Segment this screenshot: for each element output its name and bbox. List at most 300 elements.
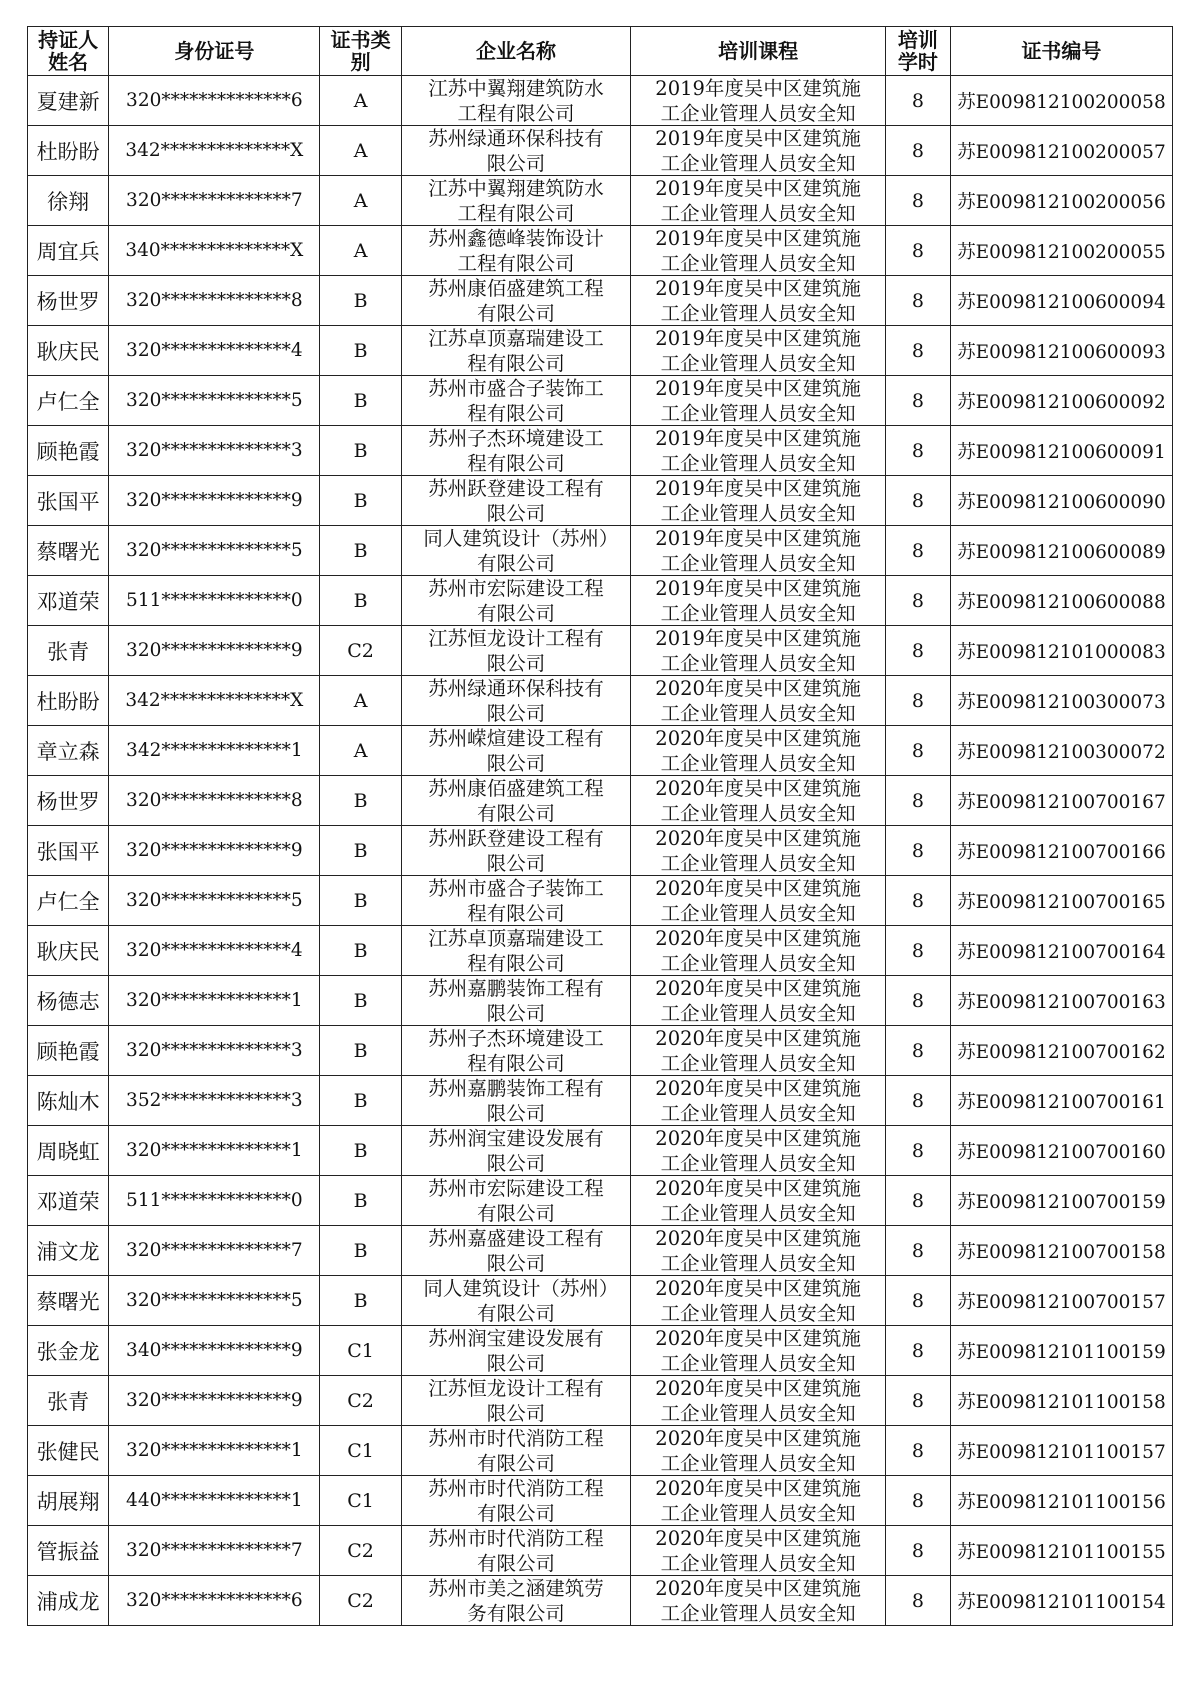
training-course-cell	[631, 1126, 886, 1176]
company-name-cell	[401, 626, 631, 676]
company-name-cell	[401, 826, 631, 876]
certificate-number-cell: 苏E009812100200057	[950, 126, 1172, 176]
header-holder-name: 持证人姓名	[28, 27, 109, 76]
certificate-number-cell: 苏E009812100600090	[950, 476, 1172, 526]
holder-name-cell: 浦成龙	[28, 1576, 109, 1626]
company-name-cell	[401, 176, 631, 226]
certificate-category-cell: B	[320, 1226, 401, 1276]
id-number-cell: 342**************1	[109, 726, 320, 776]
certificate-category-cell: C1	[320, 1426, 401, 1476]
training-course-cell	[631, 426, 886, 476]
training-course-cell	[631, 1226, 886, 1276]
certificate-category-cell: B	[320, 426, 401, 476]
holder-name-cell: 杨世罗	[28, 276, 109, 326]
header-training-course: 培训课程	[631, 27, 886, 76]
certificate-number-cell: 苏E009812100700164	[950, 926, 1172, 976]
company-name-cell-text: 苏州嘉鹏装饰工程有限公司	[428, 977, 604, 1025]
training-course-cell-text: 2019年度吴中区建筑施工企业管理人员安全知	[655, 577, 861, 625]
id-number-cell: 320**************6	[109, 1576, 320, 1626]
company-name-cell-text: 苏州市宏际建设工程有限公司	[428, 1177, 604, 1225]
company-name-cell-text: 江苏中翼翔建筑防水工程有限公司	[428, 177, 604, 225]
training-hours-cell: 8	[885, 426, 950, 476]
training-course-cell	[631, 476, 886, 526]
training-course-cell-text: 2019年度吴中区建筑施工企业管理人员安全知	[655, 327, 861, 375]
roster-body	[28, 76, 1173, 1626]
training-course-cell-text: 2019年度吴中区建筑施工企业管理人员安全知	[655, 227, 861, 275]
certificate-number-cell: 苏E009812100300072	[950, 726, 1172, 776]
certificate-category-cell: B	[320, 776, 401, 826]
holder-name-cell: 邓道荣	[28, 576, 109, 626]
training-hours-cell: 8	[885, 676, 950, 726]
company-name-cell	[401, 1026, 631, 1076]
training-course-cell-text: 2020年度吴中区建筑施工企业管理人员安全知	[655, 977, 861, 1025]
company-name-cell	[401, 1576, 631, 1626]
certificate-category-cell: C2	[320, 1576, 401, 1626]
training-course-cell	[631, 1076, 886, 1126]
table-row	[28, 1526, 1173, 1576]
table-row	[28, 826, 1173, 876]
certificate-number-cell: 苏E009812100600089	[950, 526, 1172, 576]
certificate-category-cell: B	[320, 976, 401, 1026]
training-course-cell-text: 2020年度吴中区建筑施工企业管理人员安全知	[655, 1427, 861, 1475]
holder-name-cell: 蔡曙光	[28, 1276, 109, 1326]
id-number-cell: 320**************5	[109, 526, 320, 576]
company-name-cell-text: 苏州子杰环境建设工程有限公司	[428, 1027, 604, 1075]
table-row	[28, 326, 1173, 376]
certificate-category-cell: C2	[320, 1526, 401, 1576]
certificate-category-cell: B	[320, 576, 401, 626]
training-course-cell-text: 2020年度吴中区建筑施工企业管理人员安全知	[655, 727, 861, 775]
training-course-cell-text: 2020年度吴中区建筑施工企业管理人员安全知	[655, 1027, 861, 1075]
training-hours-cell: 8	[885, 1176, 950, 1226]
holder-name-cell: 浦文龙	[28, 1226, 109, 1276]
table-row	[28, 576, 1173, 626]
company-name-cell-text: 苏州鑫德峰装饰设计工程有限公司	[428, 227, 604, 275]
certificate-number-cell: 苏E009812100700161	[950, 1076, 1172, 1126]
company-name-cell-text: 苏州康佰盛建筑工程有限公司	[428, 277, 604, 325]
training-hours-cell: 8	[885, 76, 950, 126]
certificate-number-cell: 苏E009812100600092	[950, 376, 1172, 426]
company-name-cell-text: 苏州绿通环保科技有限公司	[428, 677, 604, 725]
table-row	[28, 976, 1173, 1026]
training-course-cell-text: 2019年度吴中区建筑施工企业管理人员安全知	[655, 477, 861, 525]
holder-name-cell: 张国平	[28, 476, 109, 526]
training-hours-cell: 8	[885, 1376, 950, 1426]
holder-name-cell: 张国平	[28, 826, 109, 876]
training-course-cell	[631, 1276, 886, 1326]
training-course-cell-text: 2020年度吴中区建筑施工企业管理人员安全知	[655, 1527, 861, 1575]
training-hours-cell: 8	[885, 576, 950, 626]
table-row	[28, 526, 1173, 576]
company-name-cell	[401, 276, 631, 326]
certificate-number-cell: 苏E009812101100154	[950, 1576, 1172, 1626]
certificate-category-cell: B	[320, 1126, 401, 1176]
certificate-category-cell: C2	[320, 626, 401, 676]
training-course-cell	[631, 926, 886, 976]
certificate-number-cell: 苏E009812100700166	[950, 826, 1172, 876]
certificate-category-cell: B	[320, 1076, 401, 1126]
holder-name-cell: 杨世罗	[28, 776, 109, 826]
holder-name-cell: 蔡曙光	[28, 526, 109, 576]
training-hours-cell: 8	[885, 776, 950, 826]
company-name-cell	[401, 426, 631, 476]
company-name-cell	[401, 1126, 631, 1176]
company-name-cell	[401, 726, 631, 776]
company-name-cell-text: 江苏恒龙设计工程有限公司	[428, 627, 604, 675]
id-number-cell: 320**************9	[109, 826, 320, 876]
id-number-cell: 320**************7	[109, 1526, 320, 1576]
certificate-number-cell: 苏E009812100700159	[950, 1176, 1172, 1226]
certificate-number-cell: 苏E009812101100156	[950, 1476, 1172, 1526]
certificate-number-cell: 苏E009812100700162	[950, 1026, 1172, 1076]
company-name-cell	[401, 1326, 631, 1376]
training-course-cell-text: 2019年度吴中区建筑施工企业管理人员安全知	[655, 427, 861, 475]
training-course-cell-text: 2020年度吴中区建筑施工企业管理人员安全知	[655, 777, 861, 825]
training-hours-cell: 8	[885, 976, 950, 1026]
training-course-cell	[631, 1426, 886, 1476]
certificate-roster-table	[27, 26, 1173, 1626]
company-name-cell-text: 苏州市美之涵建筑劳务有限公司	[428, 1577, 604, 1625]
certificate-category-cell: A	[320, 76, 401, 126]
certificate-number-cell: 苏E009812101100155	[950, 1526, 1172, 1576]
table-row	[28, 1476, 1173, 1526]
training-hours-cell: 8	[885, 876, 950, 926]
table-row	[28, 1276, 1173, 1326]
certificate-category-cell: C1	[320, 1476, 401, 1526]
id-number-cell: 352**************3	[109, 1076, 320, 1126]
id-number-cell: 340**************X	[109, 226, 320, 276]
id-number-cell: 320**************8	[109, 776, 320, 826]
holder-name-cell: 杜盼盼	[28, 676, 109, 726]
certificate-number-cell: 苏E009812100200056	[950, 176, 1172, 226]
training-hours-cell: 8	[885, 1276, 950, 1326]
table-row	[28, 876, 1173, 926]
company-name-cell	[401, 676, 631, 726]
training-course-cell-text: 2020年度吴中区建筑施工企业管理人员安全知	[655, 677, 861, 725]
training-course-cell	[631, 626, 886, 676]
certificate-category-cell: B	[320, 376, 401, 426]
table-row	[28, 1376, 1173, 1426]
company-name-cell-text: 江苏卓顶嘉瑞建设工程有限公司	[428, 927, 604, 975]
holder-name-cell: 章立森	[28, 726, 109, 776]
training-course-cell-text: 2020年度吴中区建筑施工企业管理人员安全知	[655, 1127, 861, 1175]
training-course-cell	[631, 826, 886, 876]
company-name-cell-text: 苏州市盛合子装饰工程有限公司	[428, 377, 604, 425]
id-number-cell: 320**************4	[109, 926, 320, 976]
holder-name-cell: 徐翔	[28, 176, 109, 226]
certificate-number-cell: 苏E009812100600088	[950, 576, 1172, 626]
company-name-cell-text: 江苏中翼翔建筑防水工程有限公司	[428, 77, 604, 125]
training-hours-cell: 8	[885, 1126, 950, 1176]
header-company-name: 企业名称	[401, 27, 631, 76]
holder-name-cell: 邓道荣	[28, 1176, 109, 1226]
table-row	[28, 926, 1173, 976]
holder-name-cell: 顾艳霞	[28, 1026, 109, 1076]
holder-name-cell: 耿庆民	[28, 326, 109, 376]
training-hours-cell: 8	[885, 126, 950, 176]
training-hours-cell: 8	[885, 1426, 950, 1476]
certificate-number-cell: 苏E009812101100157	[950, 1426, 1172, 1476]
certificate-category-cell: A	[320, 676, 401, 726]
table-row	[28, 1226, 1173, 1276]
training-course-cell	[631, 226, 886, 276]
certificate-category-cell: A	[320, 126, 401, 176]
holder-name-cell: 张青	[28, 626, 109, 676]
training-hours-cell: 8	[885, 926, 950, 976]
training-hours-cell: 8	[885, 476, 950, 526]
company-name-cell-text: 苏州市时代消防工程有限公司	[428, 1527, 604, 1575]
training-hours-cell: 8	[885, 826, 950, 876]
company-name-cell	[401, 776, 631, 826]
certificate-number-cell: 苏E009812100600093	[950, 326, 1172, 376]
certificate-category-cell: B	[320, 526, 401, 576]
id-number-cell: 320**************5	[109, 876, 320, 926]
company-name-cell-text: 苏州市时代消防工程有限公司	[428, 1477, 604, 1525]
table-row	[28, 1426, 1173, 1476]
training-hours-cell: 8	[885, 626, 950, 676]
holder-name-cell: 周宜兵	[28, 226, 109, 276]
training-course-cell	[631, 126, 886, 176]
training-hours-cell: 8	[885, 1226, 950, 1276]
holder-name-cell: 周晓虹	[28, 1126, 109, 1176]
training-course-cell	[631, 876, 886, 926]
id-number-cell: 511**************0	[109, 1176, 320, 1226]
training-course-cell-text: 2020年度吴中区建筑施工企业管理人员安全知	[655, 1577, 861, 1625]
training-course-cell	[631, 976, 886, 1026]
company-name-cell-text: 苏州润宝建设发展有限公司	[428, 1327, 604, 1375]
company-name-cell	[401, 1526, 631, 1576]
company-name-cell-text: 苏州嘉鹏装饰工程有限公司	[428, 1077, 604, 1125]
company-name-cell	[401, 1076, 631, 1126]
id-number-cell: 320**************7	[109, 1226, 320, 1276]
training-course-cell-text: 2019年度吴中区建筑施工企业管理人员安全知	[655, 527, 861, 575]
certificate-number-cell: 苏E009812100200058	[950, 76, 1172, 126]
table-row	[28, 1126, 1173, 1176]
table-row	[28, 426, 1173, 476]
certificate-number-cell: 苏E009812100700160	[950, 1126, 1172, 1176]
training-course-cell-text: 2020年度吴中区建筑施工企业管理人员安全知	[655, 1177, 861, 1225]
company-name-cell	[401, 526, 631, 576]
certificate-number-cell: 苏E009812100700157	[950, 1276, 1172, 1326]
id-number-cell: 320**************3	[109, 426, 320, 476]
company-name-cell	[401, 1376, 631, 1426]
company-name-cell-text: 江苏卓顶嘉瑞建设工程有限公司	[428, 327, 604, 375]
id-number-cell: 320**************1	[109, 1426, 320, 1476]
training-course-cell	[631, 276, 886, 326]
training-course-cell-text: 2020年度吴中区建筑施工企业管理人员安全知	[655, 877, 861, 925]
training-course-cell	[631, 376, 886, 426]
id-number-cell: 320**************4	[109, 326, 320, 376]
training-course-cell	[631, 1526, 886, 1576]
company-name-cell	[401, 976, 631, 1026]
holder-name-cell: 夏建新	[28, 76, 109, 126]
training-course-cell	[631, 726, 886, 776]
certificate-number-cell: 苏E009812100700163	[950, 976, 1172, 1026]
company-name-cell	[401, 226, 631, 276]
certificate-number-cell: 苏E009812100300073	[950, 676, 1172, 726]
table-row	[28, 76, 1173, 126]
id-number-cell: 320**************1	[109, 976, 320, 1026]
certificate-category-cell: B	[320, 1276, 401, 1326]
header-id-number: 身份证号	[109, 27, 320, 76]
table-row	[28, 1026, 1173, 1076]
company-name-cell	[401, 476, 631, 526]
company-name-cell-text: 江苏恒龙设计工程有限公司	[428, 1377, 604, 1425]
holder-name-cell: 顾艳霞	[28, 426, 109, 476]
training-course-cell-text: 2019年度吴中区建筑施工企业管理人员安全知	[655, 127, 861, 175]
header-certificate-category: 证书类别	[320, 27, 401, 76]
certificate-category-cell: A	[320, 226, 401, 276]
certificate-number-cell: 苏E009812100700165	[950, 876, 1172, 926]
training-course-cell-text: 2020年度吴中区建筑施工企业管理人员安全知	[655, 1477, 861, 1525]
training-hours-cell: 8	[885, 1326, 950, 1376]
holder-name-cell: 张青	[28, 1376, 109, 1426]
id-number-cell: 320**************9	[109, 476, 320, 526]
training-hours-cell: 8	[885, 1476, 950, 1526]
company-name-cell	[401, 1176, 631, 1226]
id-number-cell: 320**************5	[109, 1276, 320, 1326]
id-number-cell: 320**************9	[109, 626, 320, 676]
table-row	[28, 676, 1173, 726]
training-course-cell	[631, 176, 886, 226]
training-course-cell-text: 2020年度吴中区建筑施工企业管理人员安全知	[655, 1327, 861, 1375]
training-course-cell	[631, 1176, 886, 1226]
training-hours-cell: 8	[885, 226, 950, 276]
training-course-cell-text: 2020年度吴中区建筑施工企业管理人员安全知	[655, 1077, 861, 1125]
training-course-cell	[631, 326, 886, 376]
training-hours-cell: 8	[885, 526, 950, 576]
holder-name-cell: 卢仁全	[28, 876, 109, 926]
training-hours-cell: 8	[885, 276, 950, 326]
certificate-category-cell: B	[320, 1176, 401, 1226]
certificate-category-cell: B	[320, 876, 401, 926]
certificate-category-cell: B	[320, 1026, 401, 1076]
company-name-cell-text: 苏州跃登建设工程有限公司	[428, 827, 604, 875]
company-name-cell-text: 苏州子杰环境建设工程有限公司	[428, 427, 604, 475]
training-hours-cell: 8	[885, 1526, 950, 1576]
company-name-cell	[401, 126, 631, 176]
holder-name-cell: 卢仁全	[28, 376, 109, 426]
holder-name-cell: 胡展翔	[28, 1476, 109, 1526]
id-number-cell: 320**************5	[109, 376, 320, 426]
holder-name-cell: 杨德志	[28, 976, 109, 1026]
training-course-cell	[631, 776, 886, 826]
training-hours-cell: 8	[885, 176, 950, 226]
training-hours-cell: 8	[885, 1576, 950, 1626]
certificate-number-cell: 苏E009812100600094	[950, 276, 1172, 326]
company-name-cell	[401, 376, 631, 426]
certificate-number-cell: 苏E009812100700167	[950, 776, 1172, 826]
table-row	[28, 1576, 1173, 1626]
training-course-cell-text: 2020年度吴中区建筑施工企业管理人员安全知	[655, 1377, 861, 1425]
company-name-cell	[401, 1276, 631, 1326]
company-name-cell	[401, 1426, 631, 1476]
training-course-cell	[631, 1326, 886, 1376]
table-row	[28, 226, 1173, 276]
id-number-cell: 340**************9	[109, 1326, 320, 1376]
table-row	[28, 1176, 1173, 1226]
company-name-cell-text: 苏州嵘煊建设工程有限公司	[428, 727, 604, 775]
company-name-cell-text: 苏州绿通环保科技有限公司	[428, 127, 604, 175]
table-row	[28, 276, 1173, 326]
company-name-cell-text: 苏州跃登建设工程有限公司	[428, 477, 604, 525]
training-course-cell	[631, 76, 886, 126]
training-course-cell-text: 2019年度吴中区建筑施工企业管理人员安全知	[655, 277, 861, 325]
training-hours-cell: 8	[885, 326, 950, 376]
id-number-cell: 320**************6	[109, 76, 320, 126]
company-name-cell	[401, 76, 631, 126]
table-row	[28, 1076, 1173, 1126]
holder-name-cell: 管振益	[28, 1526, 109, 1576]
training-course-cell	[631, 1026, 886, 1076]
certificate-category-cell: A	[320, 176, 401, 226]
certificate-number-cell: 苏E009812100600091	[950, 426, 1172, 476]
certificate-number-cell: 苏E009812100200055	[950, 226, 1172, 276]
id-number-cell: 320**************7	[109, 176, 320, 226]
training-course-cell-text: 2019年度吴中区建筑施工企业管理人员安全知	[655, 377, 861, 425]
certificate-category-cell: B	[320, 276, 401, 326]
table-row	[28, 776, 1173, 826]
training-course-cell-text: 2020年度吴中区建筑施工企业管理人员安全知	[655, 927, 861, 975]
table-row	[28, 1326, 1173, 1376]
training-course-cell	[631, 1576, 886, 1626]
id-number-cell: 511**************0	[109, 576, 320, 626]
training-course-cell-text: 2020年度吴中区建筑施工企业管理人员安全知	[655, 827, 861, 875]
id-number-cell: 320**************1	[109, 1126, 320, 1176]
table-row	[28, 176, 1173, 226]
table-row	[28, 626, 1173, 676]
certificate-category-cell: C2	[320, 1376, 401, 1426]
certificate-category-cell: B	[320, 326, 401, 376]
holder-name-cell: 陈灿木	[28, 1076, 109, 1126]
certificate-category-cell: B	[320, 926, 401, 976]
training-course-cell	[631, 1476, 886, 1526]
training-course-cell	[631, 526, 886, 576]
company-name-cell-text: 同人建筑设计（苏州）有限公司	[423, 1277, 609, 1325]
company-name-cell	[401, 926, 631, 976]
company-name-cell-text: 苏州嘉盛建设工程有限公司	[428, 1227, 604, 1275]
company-name-cell-text: 同人建筑设计（苏州）有限公司	[423, 527, 609, 575]
training-course-cell-text: 2020年度吴中区建筑施工企业管理人员安全知	[655, 1227, 861, 1275]
training-hours-cell: 8	[885, 726, 950, 776]
id-number-cell: 320**************8	[109, 276, 320, 326]
certificate-category-cell: A	[320, 726, 401, 776]
table-row	[28, 126, 1173, 176]
company-name-cell-text: 苏州市盛合子装饰工程有限公司	[428, 877, 604, 925]
company-name-cell-text: 苏州润宝建设发展有限公司	[428, 1127, 604, 1175]
certificate-category-cell: B	[320, 826, 401, 876]
certificate-category-cell: C1	[320, 1326, 401, 1376]
id-number-cell: 320**************3	[109, 1026, 320, 1076]
holder-name-cell: 张金龙	[28, 1326, 109, 1376]
training-hours-cell: 8	[885, 1076, 950, 1126]
training-course-cell-text: 2019年度吴中区建筑施工企业管理人员安全知	[655, 627, 861, 675]
header-row	[28, 27, 1173, 76]
id-number-cell: 320**************9	[109, 1376, 320, 1426]
company-name-cell	[401, 876, 631, 926]
id-number-cell: 440**************1	[109, 1476, 320, 1526]
company-name-cell	[401, 1476, 631, 1526]
training-course-cell	[631, 676, 886, 726]
holder-name-cell: 杜盼盼	[28, 126, 109, 176]
table-row	[28, 726, 1173, 776]
id-number-cell: 342**************X	[109, 676, 320, 726]
training-course-cell	[631, 576, 886, 626]
header-training-hours: 培训学时	[885, 27, 950, 76]
holder-name-cell: 耿庆民	[28, 926, 109, 976]
company-name-cell-text: 苏州市宏际建设工程有限公司	[428, 577, 604, 625]
certificate-number-cell: 苏E009812101100159	[950, 1326, 1172, 1376]
